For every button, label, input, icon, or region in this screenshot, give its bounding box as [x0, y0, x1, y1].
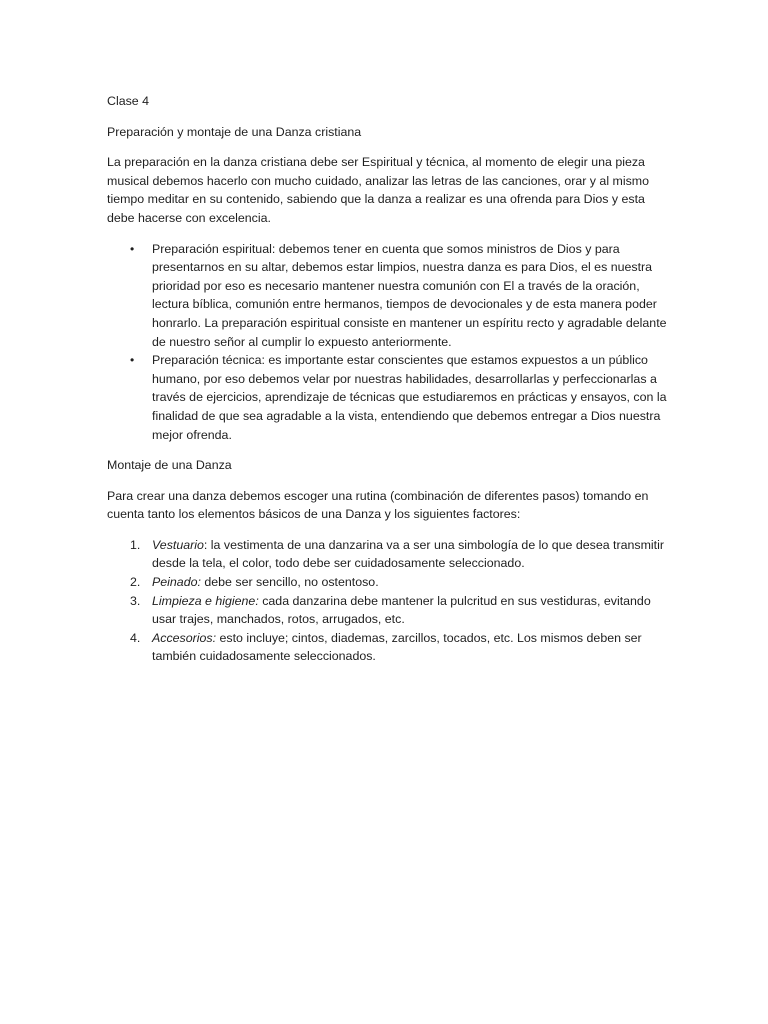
- factor-text: la vestimenta de una danzarina va a ser una simbología de lo que desea transmitir desde la tela, el color, todo debe ser cuidadosamente seleccionado.: [152, 537, 665, 571]
- document-title: Preparación y montaje de una Danza cristiana: [107, 124, 362, 139]
- factor-term: Vestuario: [152, 537, 204, 552]
- bullet-text-technical: Preparación técnica: es importante estar conscientes que estamos expuestos a un público humano, por eso debemos velar por nuestras habilidades, desarrollarlas y perfeccionarlas a través de ejercicios, aprendizaje de técnicas que estudiaremos en prácticas y ensayos, con la finalidad de que sea agradable a la vista, entendiendo que debemos entregar a Dios nuestra mejor ofrenda.: [152, 353, 667, 442]
- factor-text: esto incluye; cintos, diademas, zarcillos, tocados, etc. Los mismos deben ser también cuidadosamente seleccionados.: [152, 630, 642, 664]
- intro-paragraph: La preparación en la danza cristiana debe ser Espiritual y técnica, al momento de elegir una pieza musical debemos hacerlo con mucho cuidado, analizar las letras de las canciones, orar y al mismo tiempo meditar en su contenido, sabiendo que la danza a realizar es una ofrenda para Dios y esta debe hacerse con excelencia.: [107, 155, 650, 225]
- factor-term: Peinado:: [152, 575, 201, 590]
- section-intro-paragraph: Para crear una danza debemos escoger una rutina (combinación de diferentes pasos) tomando en cuenta tanto los elementos básicos de una Danza y los siguientes factores:: [107, 488, 649, 522]
- list-item: [130, 573, 668, 592]
- list-item: [130, 351, 668, 444]
- bullet-icon: •: [130, 241, 135, 256]
- factors-list: [107, 536, 668, 666]
- bullet-icon: •: [130, 353, 135, 368]
- bullet-text-spiritual: Preparación espiritual: debemos tener en cuenta que somos ministros de Dios y para presentarnos en su altar, debemos estar limpios, nuestra danza es para Dios, el es nuestra prioridad por eso es necesario mantener nuestra comunión con El a través de la oración, lectura bíblica, comunión entre hermanos, tiempos de devocionales y de esta manera poder honrarlo. La preparación espiritual consiste en mantener un espíritu recto y agradable delante de nuestro señor al cumplir lo expuesto anteriormente.: [152, 241, 667, 349]
- factor-separator: :: [203, 537, 208, 552]
- factor-term: Limpieza e higiene:: [152, 593, 259, 608]
- item-number: 4.: [130, 630, 141, 645]
- class-label: Clase 4: [107, 94, 150, 108]
- item-number: 1.: [130, 537, 141, 552]
- item-number: 2.: [130, 575, 141, 590]
- item-number: 3.: [130, 593, 141, 608]
- factor-term: Accesorios:: [152, 630, 217, 645]
- section-heading: Montaje de una Danza: [107, 458, 232, 473]
- list-item: [130, 629, 668, 666]
- list-item: [130, 240, 668, 352]
- preparation-list: [107, 240, 668, 445]
- factor-text: debe ser sencillo, no ostentoso.: [200, 575, 379, 590]
- factor-text: cada danzarina debe mantener la pulcritud en sus vestiduras, evitando usar trajes, manchados, rotos, arrugados, etc.: [152, 593, 651, 627]
- list-item: [130, 536, 668, 573]
- list-item: [130, 592, 668, 629]
